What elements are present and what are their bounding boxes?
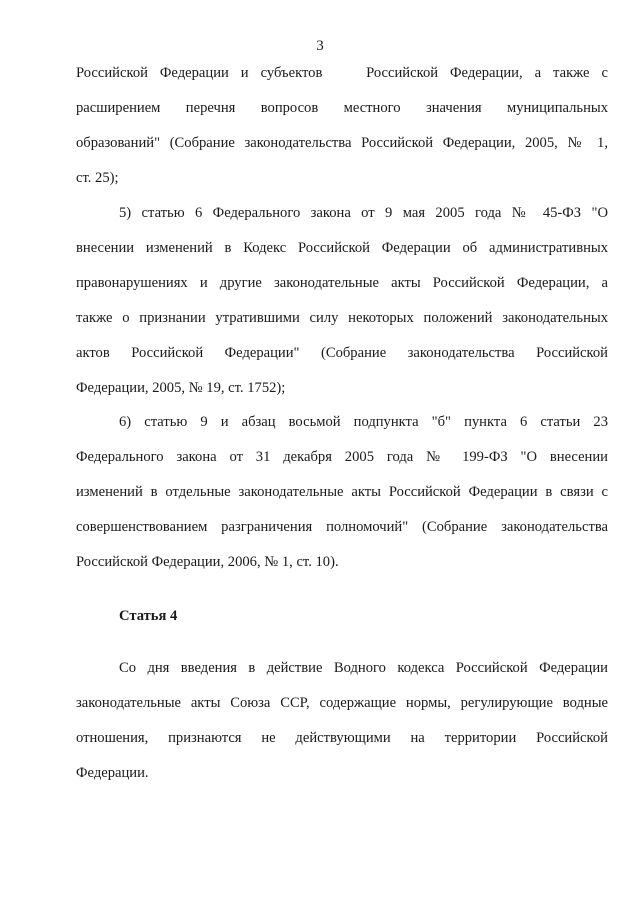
text-line: Федерального закона от 31 декабря 2005 года № 199-ФЗ "О внесении (76, 449, 608, 465)
text-line: изменений в отдельные законодательные акты Российской Федерации в связи с (76, 484, 608, 500)
text-line: внесении изменений в Кодекс Российской Федерации об административных (76, 240, 608, 256)
text-line: ст. 25); (76, 170, 119, 186)
text-line: Федерации. (76, 765, 149, 781)
article-paragraph (76, 651, 608, 791)
paragraph-item-6 (76, 405, 608, 580)
text-line: 5) статью 6 Федерального закона от 9 мая 2005 года № 45-ФЗ "О (119, 205, 608, 221)
paragraph-item-5 (76, 196, 608, 406)
article-heading: Статья 4 (119, 608, 178, 624)
text-line: актов Российской Федерации" (Собрание законодательства Российской (76, 345, 608, 361)
text-line: Федерации, 2005, № 19, ст. 1752); (76, 380, 286, 396)
text-line: законодательные акты Союза ССР, содержащие нормы, регулирующие водные (76, 695, 608, 711)
text-line: совершенствованием разграничения полномочий" (Собрание законодательства (76, 519, 608, 535)
text-line: расширением перечня вопросов местного значения муниципальных (76, 100, 608, 116)
text-line: Российской Федерации и субъектов Российской Федерации, а также с (76, 65, 608, 81)
page-number: 3 (316, 38, 324, 54)
text-line: образований" (Собрание законодательства Российской Федерации, 2005, № 1, (76, 135, 608, 151)
text-line: отношения, признаются не действующими на территории Российской (76, 730, 608, 746)
text-line: правонарушениях и другие законодательные акты Российской Федерации, а (76, 275, 608, 291)
text-line: 6) статью 9 и абзац восьмой подпункта "б" пункта 6 статьи 23 (119, 414, 608, 430)
paragraph-continuation (76, 56, 608, 196)
text-line: также о признании утратившими силу некоторых положений законодательных (76, 310, 608, 326)
text-line: Со дня введения в действие Водного кодекса Российской Федерации (119, 660, 608, 676)
text-line: Российской Федерации, 2006, № 1, ст. 10). (76, 554, 339, 570)
